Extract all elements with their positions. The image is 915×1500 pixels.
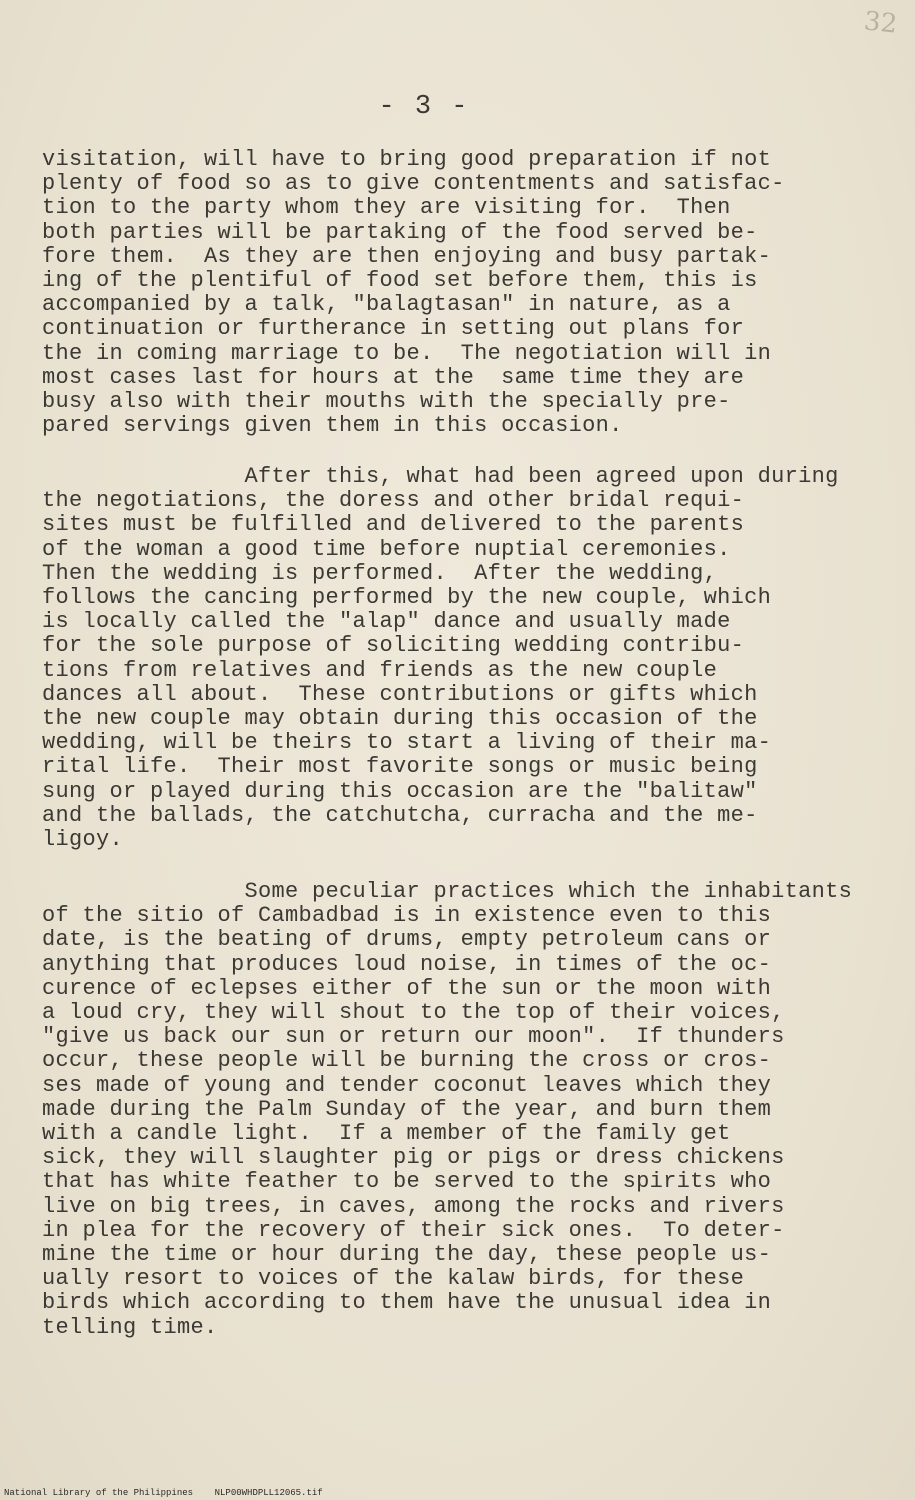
page-number: - 3 - [378, 92, 470, 122]
paragraph-2: After this, what had been agreed upon during the negotiations, the doress and other bridal requi- sites must be fulfilled and delivered to the parents of the woman a good time before nuptial ceremonies. Then the wedding is performed. After the wedding, follows the cancing performed by the new couple, which is locally called the "alap" dance and usually made for the sole purpose of soliciting wedding contribu- tions from relatives and friends as the new couple dances all about. These contributions or gifts which the new couple may obtain during this occasion of the wedding, will be theirs to start a living of their ma- rital life. Their most favorite songs or music being sung or played during this occasion are the "balitaw" and the ballads, the catchutcha, curracha and the me- ligoy. [42, 464, 839, 853]
paragraph-3: Some peculiar practices which the inhabitants of the sitio of Cambadbad is in existence even to this date, is the beating of drums, empty petroleum cans or anything that produces loud noise, in times of the oc- curence of eclepses either of the sun or the moon with a loud cry, they will shout to the top of their voices, "give us back our sun or return our moon". If thunders occur, these people will be burning the cross or cros- ses made of young and tender coconut leaves which they made during the Palm Sunday of the year, and burn them with a candle light. If a member of the family get sick, they will slaughter pig or pigs or dress chickens that has white feather to be served to the spirits who live on big trees, in caves, among the rocks and rivers in plea for the recovery of their sick ones. To deter- mine the time or hour during the day, these people us- ually resort to voices of the kalaw birds, for these birds which according to them have the unusual idea in telling time. [42, 879, 853, 1340]
source-footer: National Library of the Philippines NLP00WHDPLL12065.tif [4, 1488, 323, 1498]
folio-mark: 32 [862, 6, 899, 40]
paragraph-1: visitation, will have to bring good preparation if not plenty of food so as to give contentments and satisfac- tion to the party whom they are visiting for. Then both parties will be partaking of the food served be- fore them. As they are then enjoying and busy partak- ing of the plentiful of food set before them, this is accompanied by a talk, "balagtasan" in nature, as a continuation or furtherance in setting out plans for the in coming marriage to be. The negotiation will in most cases last for hours at the same time they are busy also with their mouths with the specially pre- pared servings given them in this occasion. [42, 147, 785, 439]
